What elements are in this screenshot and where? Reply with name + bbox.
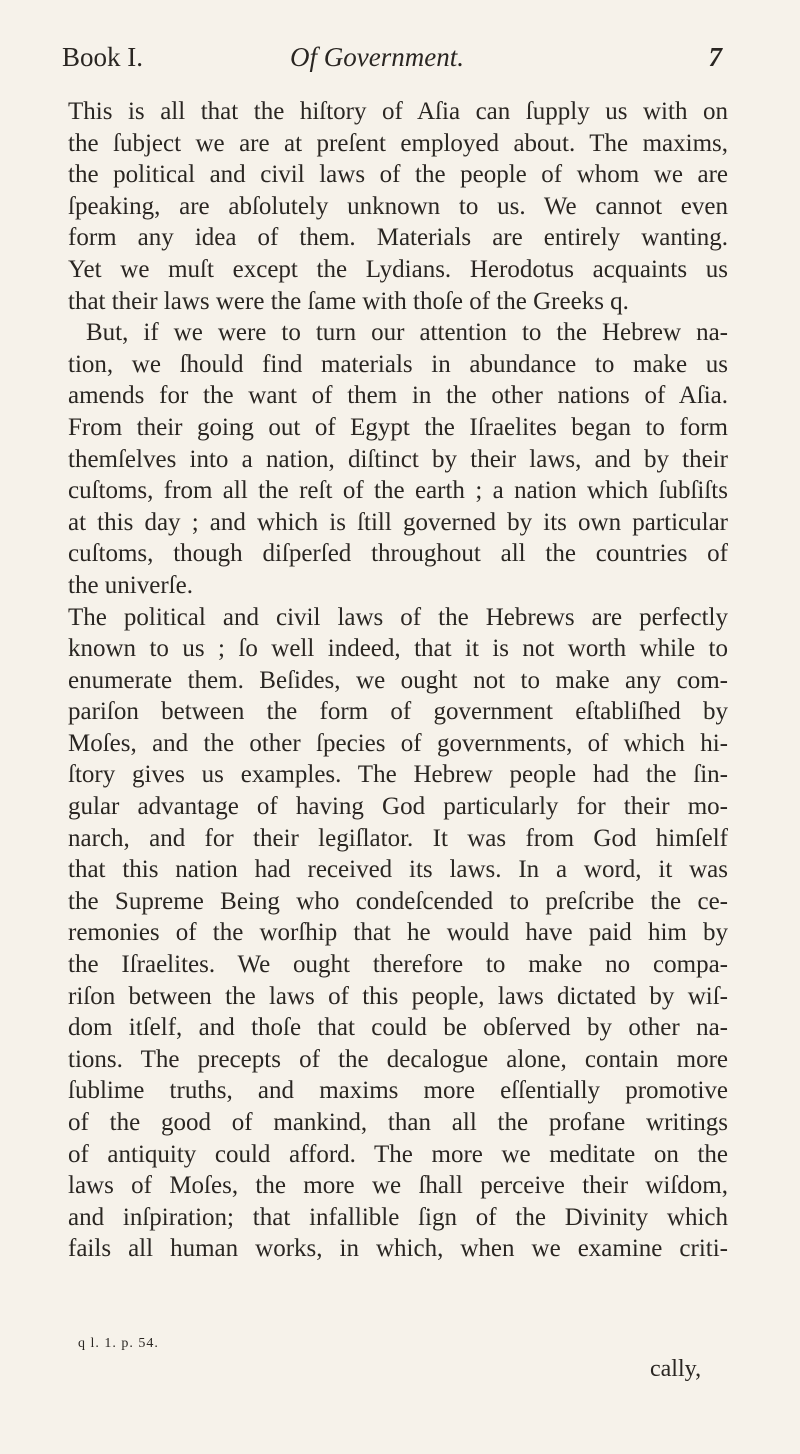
- catchword: cally,: [650, 1356, 702, 1382]
- text-line: the ſubject we are at preſent employed about. The maxims,: [68, 129, 728, 157]
- text-line: cuſtoms, though diſperſed throughout all the countries of: [68, 540, 728, 568]
- text-line: pariſon between the form of government eſtabliſhed by: [68, 698, 728, 726]
- text-line: enumerate them. Beſides, we ought not to make any com-: [68, 666, 728, 694]
- text-line: known to us ; ſo well indeed, that it is not worth while to: [68, 635, 728, 663]
- text-line: of antiquity could afford. The more we meditate on the: [68, 1140, 728, 1168]
- text-line: But, if we were to turn our attention to the Hebrew na-: [86, 319, 728, 347]
- text-line: and inſpiration; that infallible ſign of the Divinity which: [68, 1203, 728, 1231]
- book-number: Book I.: [62, 42, 143, 72]
- text-line: that this nation had received its laws. In a word, it was: [68, 856, 728, 884]
- text-line: fails all human works, in which, when we examine criti-: [68, 1235, 728, 1263]
- text-line: the Supreme Being who condeſcended to preſcribe the ce-: [68, 887, 728, 915]
- page-number: 7: [708, 42, 722, 72]
- text-line: that their laws were the ſame with thoſe of the Greeks q.: [68, 287, 629, 315]
- body-text: [68, 96, 728, 1265]
- text-line: From their going out of Egypt the Iſraelites began to form: [68, 413, 728, 441]
- text-line: tions. The precepts of the decalogue alone, contain more: [68, 1045, 728, 1073]
- running-title: Of Government.: [290, 42, 464, 72]
- text-line: Yet we muſt except the Lydians. Herodotus acquaints us: [68, 255, 728, 283]
- text-line: ſtory gives us examples. The Hebrew people had the ſin-: [68, 761, 728, 789]
- text-line: gular advantage of having God particularly for their mo-: [68, 793, 728, 821]
- text-line: The political and civil laws of the Hebrews are perfectly: [68, 603, 728, 631]
- text-line: the political and civil laws of the people of whom we are: [68, 161, 728, 189]
- text-line: remonies of the worſhip that he would have paid him by: [68, 919, 728, 947]
- text-line: the univerſe.: [68, 571, 193, 599]
- text-line: ſpeaking, are abſolutely unknown to us. We cannot even: [68, 192, 728, 220]
- text-line: at this day ; and which is ſtill governed by its own particular: [68, 508, 728, 536]
- text-line: form any idea of them. Materials are entirely wanting.: [68, 224, 728, 252]
- text-line: laws of Moſes, the more we ſhall perceive their wiſdom,: [68, 1172, 728, 1200]
- text-line: themſelves into a nation, diſtinct by their laws, and by their: [68, 445, 728, 473]
- text-line: of the good of mankind, than all the profane writings: [68, 1109, 728, 1136]
- text-line: This is all that the hiſtory of Aſia can ſupply us with on: [68, 98, 728, 125]
- text-line: riſon between the laws of this people, laws dictated by wiſ-: [68, 982, 728, 1010]
- text-line: the Iſraelites. We ought therefore to make no compa-: [68, 951, 728, 979]
- text-line: narch, and for their legiſlator. It was from God himſelf: [68, 824, 728, 852]
- text-line: amends for the want of them in the other nations of Aſia.: [68, 382, 728, 410]
- text-line: Moſes, and the other ſpecies of governments, of which hi-: [68, 729, 728, 757]
- footnote: q l. 1. p. 54.: [78, 1336, 159, 1351]
- text-line: tion, we ſhould find materials in abundance to make us: [68, 350, 728, 378]
- running-head: [62, 42, 722, 82]
- text-line: dom itſelf, and thoſe that could be obſerved by other na-: [68, 1014, 728, 1042]
- text-line: cuſtoms, from all the reſt of the earth ; a nation which ſubſiſts: [68, 477, 728, 505]
- text-line: ſublime truths, and maxims more eſſentially promotive: [68, 1077, 728, 1105]
